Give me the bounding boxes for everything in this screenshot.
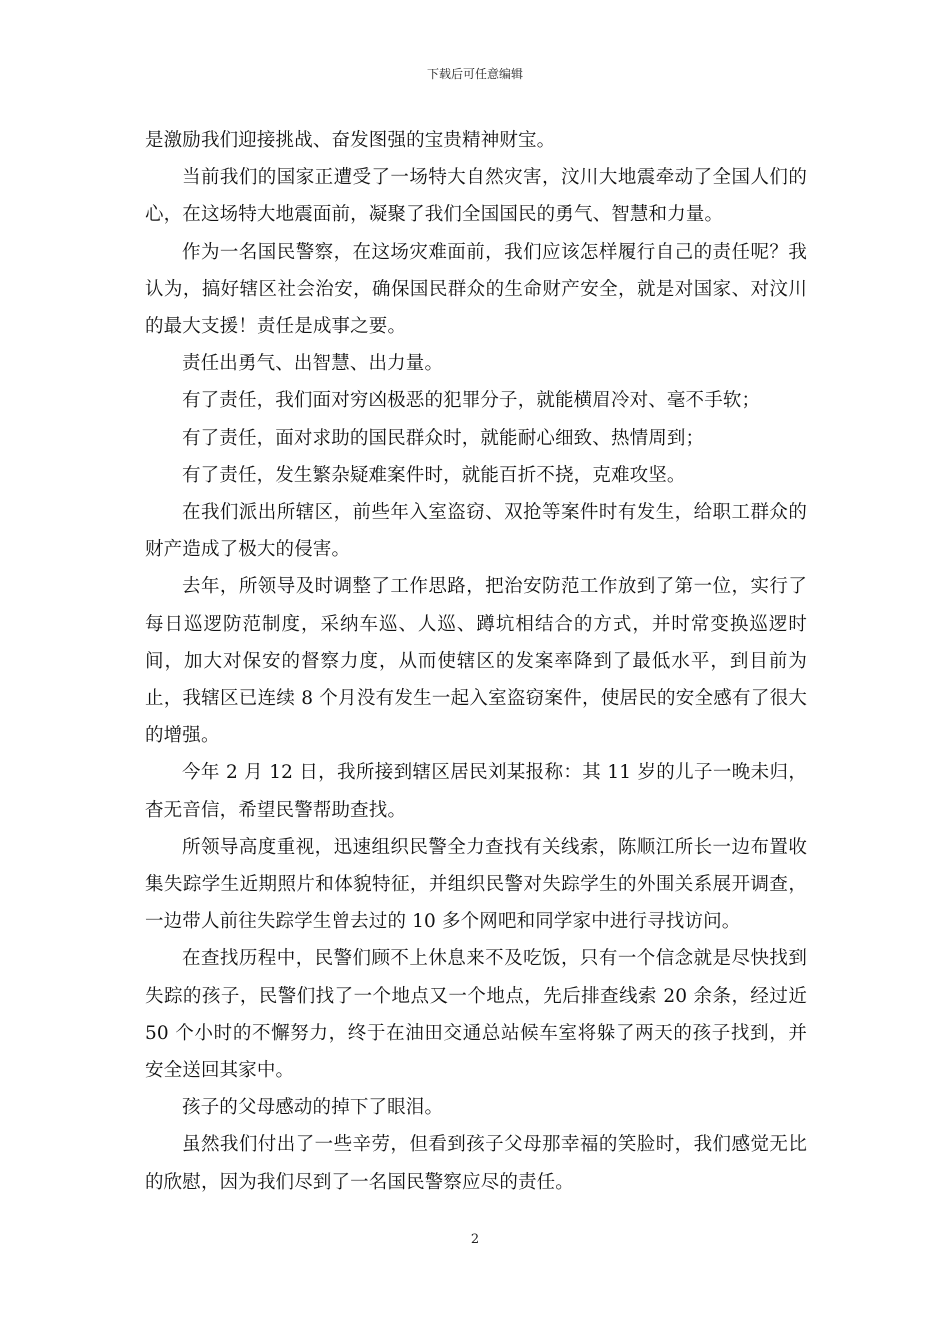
paragraph: 有了责任，面对求助的国民群众时，就能耐心细致、热情周到； — [182, 427, 705, 449]
paragraph: 在查找历程中，民警们顾不上休息来不及吃饭，只有一个信念就是尽快找到失踪的孩子，民警们找了一个地点又一个地点，先后排查线索 20 余条，经过近 50 个小时的不懈努力，终于在油田交通总站候车室将躲了两天的孩子找到，并安全送回其家中。 — [145, 948, 807, 1082]
paragraph: 今年 2 月 12 日，我所接到辖区居民刘某报称：其 11 岁的儿子一晚未归，杳无音信，希望民警帮助查找。 — [145, 762, 807, 821]
paragraph: 孩子的父母感动的掉下了眼泪。 — [182, 1097, 444, 1119]
paragraph: 作为一名国民警察，在这场灾难面前，我们应该怎样履行自己的责任呢？我认为，搞好辖区社会治安，确保国民群众的生命财产安全，就是对国家、对汶川的最大支援！责任是成事之要。 — [145, 241, 807, 338]
page-number: 2 — [470, 1232, 480, 1247]
paragraph: 是激励我们迎接挑战、奋发图强的宝贵精神财宝。 — [145, 130, 556, 151]
paragraph: 在我们派出所辖区，前些年入室盗窃、双抢等案件时有发生，给职工群众的财产造成了极大的侵害。 — [145, 502, 807, 561]
paragraph: 当前我们的国家正遭受了一场特大自然灾害，汶川大地震牵动了全国人们的心，在这场特大地震面前，凝聚了我们全国国民的勇气、智慧和力量。 — [145, 167, 807, 226]
paragraph: 所领导高度重视，迅速组织民警全力查找有关线索，陈顺江所长一边布置收集失踪学生近期照片和体貌特征，并组织民警对失踪学生的外围关系展开调查，一边带人前往失踪学生曾去过的 10 多个网吧和同学家中进行寻找访问。 — [145, 836, 807, 933]
paragraph: 有了责任，发生繁杂疑难案件时，就能百折不挠，克难攻坚。 — [182, 464, 686, 486]
paragraph: 有了责任，我们面对穷凶极恶的犯罪分子，就能横眉冷对、毫不手软； — [182, 390, 761, 412]
paragraph: 责任出勇气、出智慧、出力量。 — [182, 353, 444, 375]
page-header: 下载后可任意编辑 — [426, 67, 523, 81]
paragraph: 虽然我们付出了一些辛劳，但看到孩子父母那幸福的笑脸时，我们感觉无比的欣慰，因为我们尽到了一名国民警察应尽的责任。 — [145, 1134, 807, 1193]
document-body — [145, 122, 807, 1201]
paragraph: 去年，所领导及时调整了工作思路，把治安防范工作放到了第一位，实行了每日巡逻防范制度，采纳车巡、人巡、蹲坑相结合的方式，并时常变换巡逻时间，加大对保安的督察力度，从而使辖区的发案率降到了最低水平，到目前为止，我辖区已连续 8 个月没有发生一起入室盗窃案件，使居民的安全感有了很大的增强。 — [145, 576, 807, 747]
